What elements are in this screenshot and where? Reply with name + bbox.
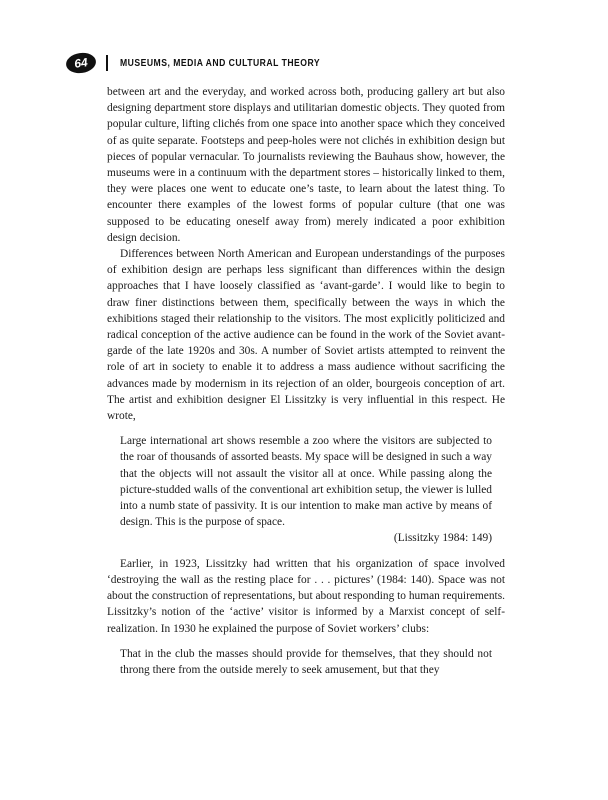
quote-text-2: That in the club the masses should provide for themselves, that they should not throng there from the outside merely to seek amusement, but that they xyxy=(120,647,492,676)
running-head: MUSEUMS, MEDIA AND CULTURAL THEORY xyxy=(120,57,321,69)
block-quote-1 xyxy=(120,433,492,546)
quote-text-1: Large international art shows resemble a zoo where the visitors are subjected to the roar of thousands of assorted beasts. My space will be designed in such a way that the objects will not assault the visitor all at once. While passing along the picture-studded walls of the conventional art exhibition setup, the viewer is lulled into a numb state of passivity. It is our intention to make man active by means of design. This is the purpose of space. xyxy=(120,435,492,529)
quote-citation-1: (Lissitzky 1984: 149) xyxy=(393,532,492,545)
page-header xyxy=(66,52,364,74)
header-divider xyxy=(106,55,108,71)
page-body xyxy=(107,84,505,687)
paragraph-3: Earlier, in 1923, Lissitzky had written that his organization of space involved ‘destroying the wall as the resting place for . . . pictures’ (1984: 140). Space was not about the construction of representations, but about responding to human requirements. Lissitzky’s notion of the ‘active’ visitor is informed by a Marxist concept of self-realization. In 1930 he explained the purpose of Soviet workers’ clubs: xyxy=(107,557,505,635)
paragraph-1: between art and the everyday, and worked across both, producing gallery art but also designing department store displays and utilitarian domestic objects. They quoted from popular culture, lifting clichés from one space into another space which they conceived of as quite separate. Footsteps and peep-holes were not clichés in exhibition design but pieces of popular vernacular. To journalists reviewing the Bauhaus show, however, the museums were in a continuum with the department stores – historically linked to them, they were places one went to educate one’s taste, to learn about the latest thing. To encounter there examples of the lowest forms of popular culture (that one was supposed to be educating oneself away from) merely indicated a poor exhibition design decision. xyxy=(107,86,505,244)
block-quote-2 xyxy=(120,646,492,678)
page-number: 64 xyxy=(65,51,97,75)
paragraph-2: Differences between North American and European understandings of the purposes of exhibition design are perhaps less significant than differences within the design approaches that I have loosely classified as ‘avant-garde’. I would like to begin to draw finer distinctions between them, specifically between the ways in which the exhibitions staged their relationship to the visitors. The most explicitly politicized and radical conception of the active audience can be found in the work of the Soviet avant-garde of the late 1920s and 30s. A number of Soviet artists attempted to reinvent the role of art in society to enable it to address a mass audience without sacrificing the advances made by modernism in its rejection of an older, bourgeois conception of art. The artist and exhibition designer El Lissitzky is very influential in this respect. He wrote, xyxy=(107,248,505,423)
